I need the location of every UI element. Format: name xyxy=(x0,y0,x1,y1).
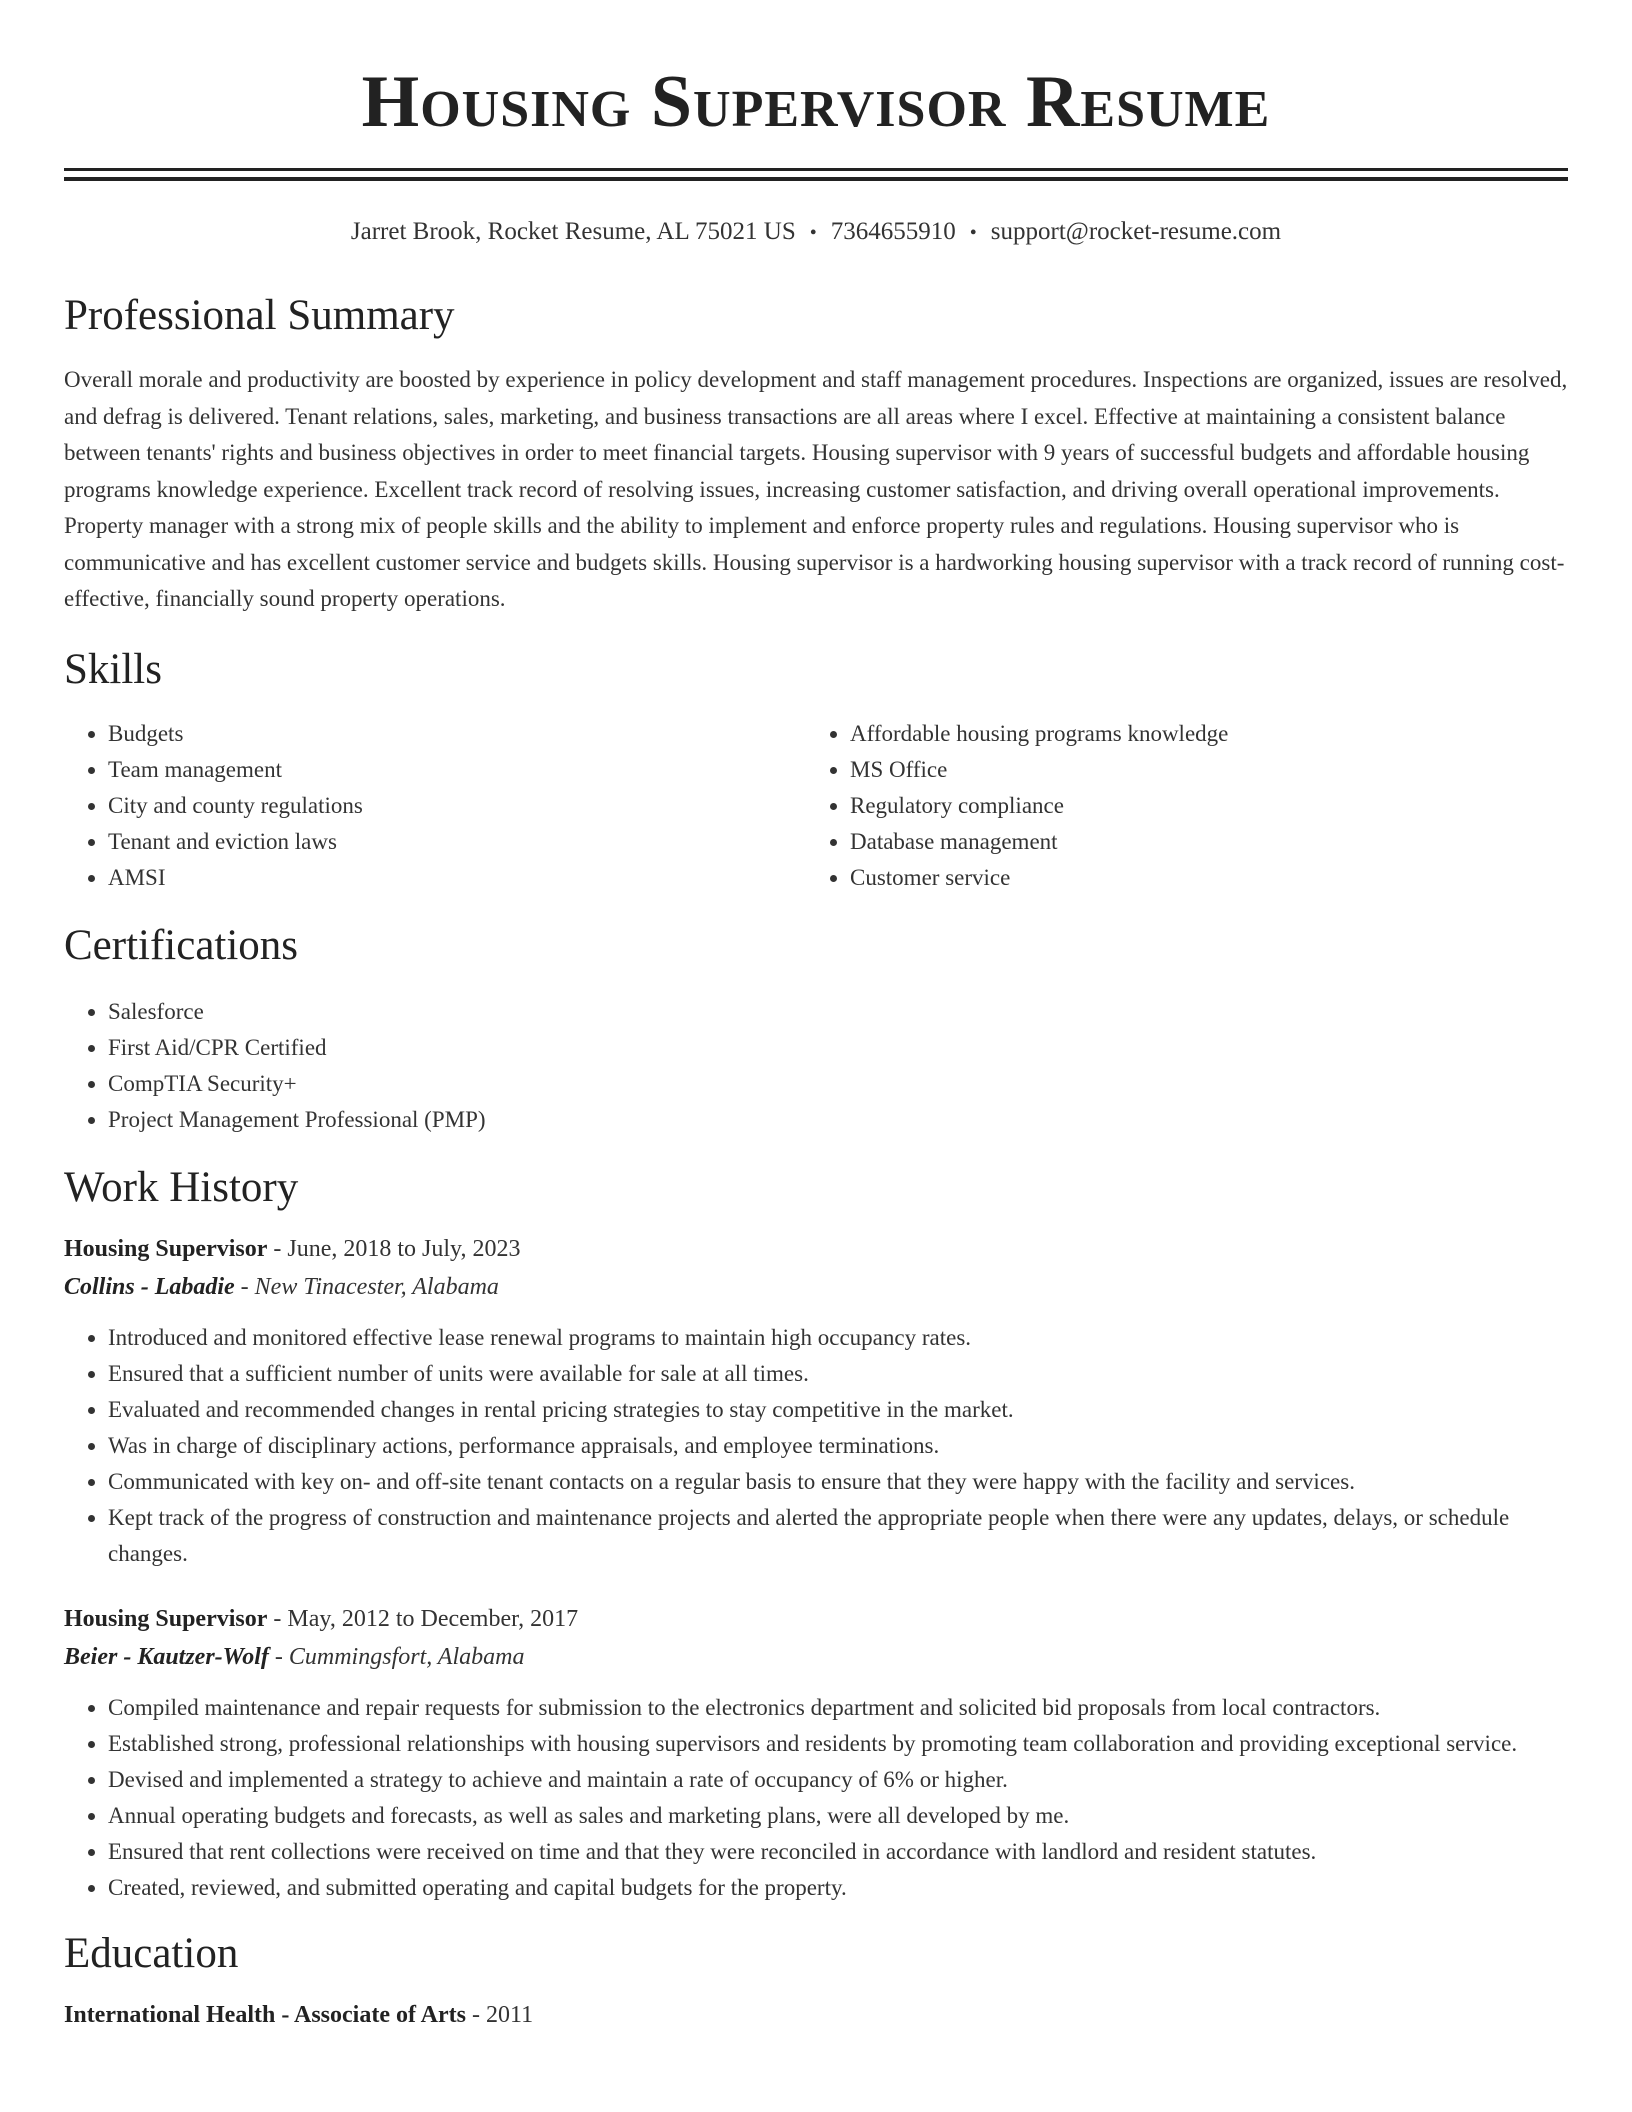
job-location: - Cummingsfort, Alabama xyxy=(268,1643,525,1670)
certification-item: • Salesforce xyxy=(108,994,1568,1030)
job-company-line xyxy=(64,1638,1568,1676)
job-bullet: • Introduced and monitored effective lease renewal programs to maintain high occupancy rates. xyxy=(108,1320,1568,1356)
page-title: Housing Supervisor Resume xyxy=(361,61,1271,143)
title-divider-top xyxy=(64,168,1568,171)
certification-item: • Project Management Professional (PMP) xyxy=(108,1102,1568,1138)
section-heading-skills: Skills xyxy=(64,645,162,693)
certifications-list xyxy=(64,994,1568,1138)
skill-item: • Budgets xyxy=(108,716,806,752)
job-entry xyxy=(64,1600,1568,1906)
section-heading-certifications: Certifications xyxy=(64,921,299,969)
skills-grid xyxy=(64,716,1568,896)
job-bullet: • Ensured that rent collections were received on time and that they were reconciled in accordance with landlord and resident statutes. xyxy=(108,1834,1568,1870)
certification-item: • CompTIA Security+ xyxy=(108,1066,1568,1102)
job-entry xyxy=(64,1230,1568,1572)
job-title-line xyxy=(64,1600,1568,1638)
job-bullets xyxy=(64,1690,1568,1906)
job-title: Housing Supervisor xyxy=(64,1235,268,1262)
job-bullet: • Annual operating budgets and forecasts, as well as sales and marketing plans, were all developed by me. xyxy=(108,1798,1568,1834)
job-company: Collins - Labadie xyxy=(64,1273,235,1300)
skill-item: • Tenant and eviction laws xyxy=(108,824,806,860)
job-bullets xyxy=(64,1320,1568,1572)
skills-list-left xyxy=(64,716,806,896)
job-title-line xyxy=(64,1230,1568,1268)
contact-line xyxy=(64,215,1568,250)
section-heading-work-history: Work History xyxy=(64,1163,299,1211)
education-year: - 2011 xyxy=(465,2001,534,2028)
summary-text: Overall morale and productivity are boosted by experience in policy development and staff management procedures. Inspections are organized, issues are resolved, and defrag is delivered. Tenant relations, sales, marketing, and business transactions are all areas where I excel. Effective at maintaining a consistent balance between tenants' rights and business objectives in order to meet financial targets. Housing supervisor with 9 years of successful budgets and affordable housing programs knowledge experience. Excellent track record of resolving issues, increasing customer satisfaction, and driving overall operational improvements. Property manager with a strong mix of people skills and the ability to implement and enforce property rules and regulations. Housing supervisor who is communicative and has excellent customer service and budgets skills. Housing supervisor is a hardworking housing supervisor with a track record of running cost-effective, financially sound property operations. xyxy=(64,367,1568,611)
certification-item: • First Aid/CPR Certified xyxy=(108,1030,1568,1066)
job-dates: - May, 2012 to December, 2017 xyxy=(267,1605,579,1632)
job-location: - New Tinacester, Alabama xyxy=(234,1273,499,1300)
skills-list-right xyxy=(806,716,1548,896)
skill-item: • Affordable housing programs knowledge xyxy=(850,716,1548,752)
job-title: Housing Supervisor xyxy=(64,1605,268,1632)
skill-item: • Regulatory compliance xyxy=(850,788,1548,824)
job-bullet: • Established strong, professional relationships with housing supervisors and residents by promoting team collaboration and providing exceptional service. xyxy=(108,1726,1568,1762)
job-bullet: • Kept track of the progress of construction and maintenance projects and alerted the appropriate people when there were any updates, delays, or schedule changes. xyxy=(108,1500,1568,1572)
job-bullet: • Compiled maintenance and repair requests for submission to the electronics department and solicited bid proposals from local contractors. xyxy=(108,1690,1568,1726)
job-bullet: • Ensured that a sufficient number of units were available for sale at all times. xyxy=(108,1356,1568,1392)
contact-address: Jarret Brook, Rocket Resume, AL 75021 US xyxy=(350,218,796,245)
contact-separator: • xyxy=(969,222,977,244)
skill-item: • Database management xyxy=(850,824,1548,860)
education-degree: International Health - Associate of Arts xyxy=(64,2001,466,2028)
job-bullet: • Evaluated and recommended changes in rental pricing strategies to stay competitive in the market. xyxy=(108,1392,1568,1428)
skill-item: • Customer service xyxy=(850,860,1548,896)
contact-email: support@rocket-resume.com xyxy=(990,218,1282,245)
contact-phone: 7364655910 xyxy=(830,218,956,245)
education-entry xyxy=(64,1996,1568,2034)
skill-item: • AMSI xyxy=(108,860,806,896)
title-divider-bottom xyxy=(64,177,1568,181)
section-heading-summary: Professional Summary xyxy=(64,292,455,339)
job-bullet: • Created, reviewed, and submitted operating and capital budgets for the property. xyxy=(108,1870,1568,1906)
job-dates: - June, 2018 to July, 2023 xyxy=(267,1235,521,1262)
skills-column-left xyxy=(64,716,806,896)
job-bullet: • Communicated with key on- and off-site tenant contacts on a regular basis to ensure that they were happy with the facility and services. xyxy=(108,1464,1568,1500)
skills-column-right xyxy=(806,716,1548,896)
contact-separator: • xyxy=(809,222,817,244)
skill-item: • Team management xyxy=(108,752,806,788)
section-heading-education: Education xyxy=(64,1929,239,1977)
job-company-line xyxy=(64,1268,1568,1306)
job-bullet: • Devised and implemented a strategy to achieve and maintain a rate of occupancy of 6% or higher. xyxy=(108,1762,1568,1798)
job-company: Beier - Kautzer-Wolf xyxy=(64,1643,269,1670)
job-bullet: • Was in charge of disciplinary actions, performance appraisals, and employee terminations. xyxy=(108,1428,1568,1464)
skill-item: • MS Office xyxy=(850,752,1548,788)
skill-item: • City and county regulations xyxy=(108,788,806,824)
